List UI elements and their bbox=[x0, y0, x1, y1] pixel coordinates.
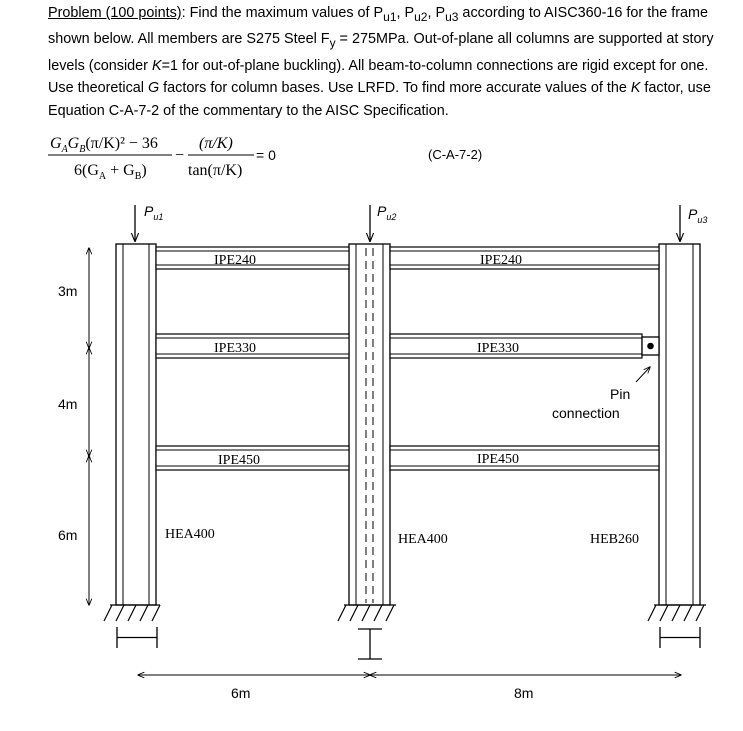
sub-u2: u2 bbox=[414, 9, 428, 24]
beam-label-right-top: IPE240 bbox=[480, 253, 522, 268]
section-symbol-middle bbox=[358, 629, 382, 659]
eq-reference: (C-A-7-2) bbox=[428, 147, 483, 162]
pin-dot bbox=[647, 343, 654, 350]
g-variable: G bbox=[147, 80, 160, 97]
beam-right-top bbox=[390, 247, 659, 269]
column-label-right: HEB260 bbox=[590, 532, 639, 547]
problem-line5: Equation C-A-7-2 of the commentary to the AISC Specification. bbox=[48, 102, 449, 119]
section-symbols bbox=[117, 627, 700, 659]
eq-equals-zero: = 0 bbox=[256, 147, 276, 163]
support-right bbox=[648, 605, 706, 621]
k-variable: K bbox=[151, 57, 162, 74]
beam-label-left-middle: IPE330 bbox=[214, 341, 256, 356]
load-label-2: $P_{u2}$ bbox=[377, 203, 397, 222]
span-label-2: 8m bbox=[514, 685, 534, 701]
beam-label-right-bottom: IPE450 bbox=[477, 452, 519, 467]
k-variable-2: K bbox=[630, 80, 641, 97]
supports bbox=[104, 605, 706, 621]
eq-minus: − bbox=[175, 147, 185, 164]
column-middle bbox=[349, 244, 390, 605]
section-symbol-left bbox=[117, 627, 157, 648]
span-label-1: 6m bbox=[231, 685, 251, 701]
problem-line3a: levels (consider bbox=[48, 57, 152, 74]
column-label-middle: HEA400 bbox=[398, 532, 448, 547]
problem-line1-end: according to AISC360-16 for the frame bbox=[458, 5, 709, 21]
height-label-2: 4m bbox=[58, 396, 78, 412]
sep2: , P bbox=[427, 5, 446, 21]
column-labels bbox=[165, 527, 639, 547]
eq-numerator: $G_AG_B(\pi/K)^2 - 36$ bbox=[50, 135, 158, 155]
columns bbox=[116, 244, 700, 605]
support-left bbox=[104, 605, 160, 621]
beam-label-left-bottom: IPE450 bbox=[218, 453, 260, 468]
problem-line4b: factors for column bases. Use LRFD. To find more accurate values of the bbox=[159, 80, 631, 97]
sub-u3: u3 bbox=[445, 9, 459, 24]
section-symbol-right bbox=[660, 627, 700, 648]
beam-label-left-top: IPE240 bbox=[214, 253, 256, 268]
pin-leader-arrow bbox=[636, 367, 650, 382]
problem-line2a: shown below. All members are S275 Steel F bbox=[48, 31, 330, 48]
loads bbox=[135, 203, 707, 241]
beams bbox=[156, 247, 659, 470]
problem-heading: Problem (100 points) bbox=[48, 5, 182, 21]
column-left bbox=[116, 244, 156, 605]
column-right bbox=[659, 244, 700, 605]
span-dimensions bbox=[138, 675, 681, 701]
height-dimensions bbox=[58, 248, 89, 605]
sub-u1: u1 bbox=[383, 9, 397, 24]
problem-line3b: =1 for out-of-plane buckling). All beam-to-column connections are rigid except for one. bbox=[161, 57, 709, 74]
problem-line4c: factor, use bbox=[640, 80, 711, 97]
support-middle bbox=[338, 605, 396, 621]
beam-label-right-middle: IPE330 bbox=[477, 341, 519, 356]
problem-line2b: = 275MPa. Out-of-plane all columns are supported at story bbox=[335, 31, 714, 48]
equation bbox=[48, 135, 482, 182]
load-label-1: $P_{u1}$ bbox=[144, 203, 164, 222]
eq-frac2-denominator: tan(π/K) bbox=[188, 162, 243, 179]
column-label-left: HEA400 bbox=[165, 527, 215, 542]
load-label-3: $P_{u3}$ bbox=[688, 206, 708, 225]
pin-label-line2: connection bbox=[552, 405, 620, 421]
heading-colon: : bbox=[181, 5, 186, 21]
height-label-1: 3m bbox=[58, 283, 78, 299]
problem-line4a: Use theoretical bbox=[48, 80, 148, 97]
eq-frac2-numerator: (π/K) bbox=[199, 135, 233, 152]
problem-line1: Find the maximum values of P bbox=[185, 5, 384, 21]
height-label-3: 6m bbox=[58, 527, 78, 543]
eq-denominator: $6(G_A + G_B)$ bbox=[74, 162, 147, 182]
sep1: , P bbox=[396, 5, 415, 21]
pin-label-line1: Pin bbox=[610, 386, 631, 402]
sub-y: y bbox=[329, 36, 336, 51]
